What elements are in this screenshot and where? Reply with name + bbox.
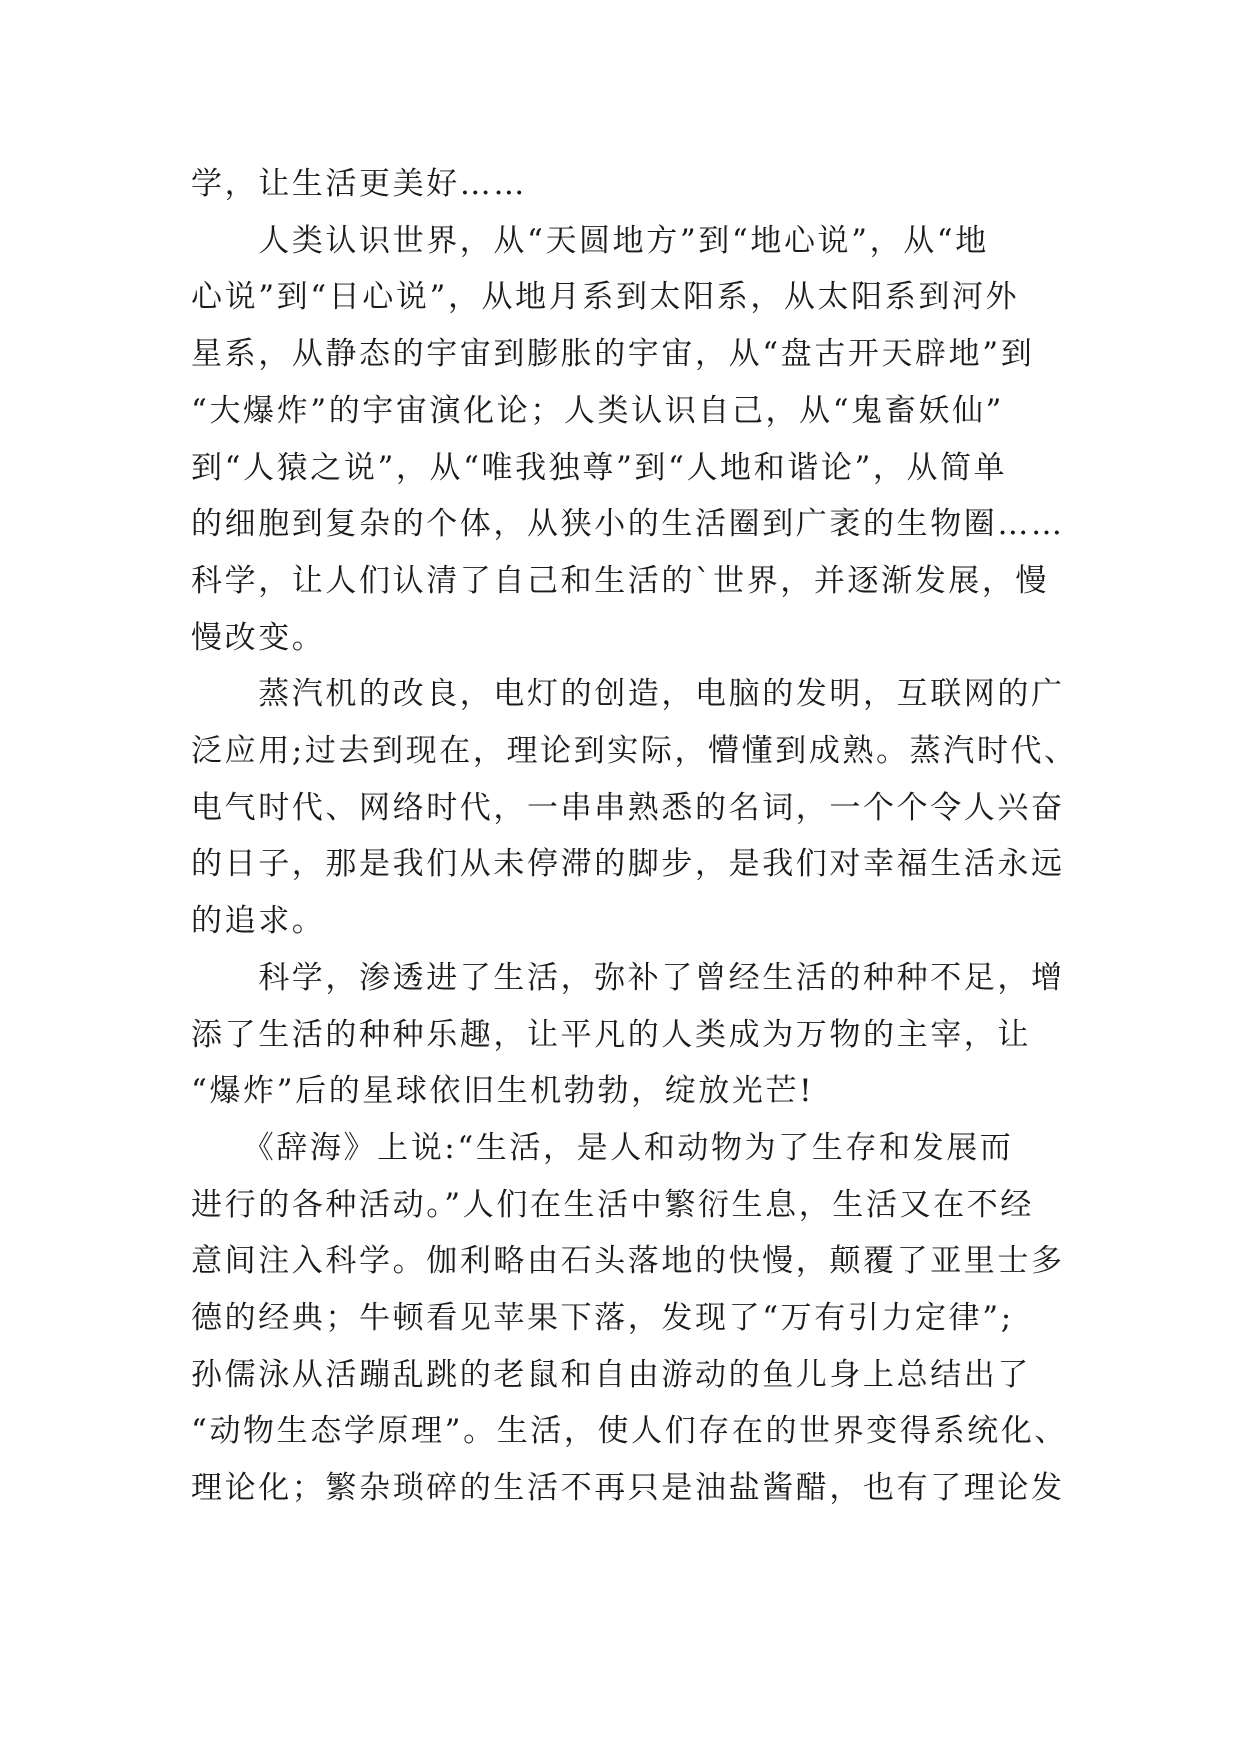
- text-line: “大爆炸”的宇宙演化论；人类认识自己，从“鬼畜妖仙”: [191, 392, 1004, 429]
- text-line: 的追求。: [191, 903, 326, 940]
- text-line: 人类认识世界，从“天圆地方”到“地心说”，从“地: [191, 222, 989, 259]
- text-line: 科学，让人们认清了自己和生活的`世界，并逐渐发展，慢: [191, 562, 1050, 599]
- text-line: 泛应用;过去到现在，理论到实际，懵懂到成熟。蒸汽时代、: [191, 733, 1078, 769]
- text-line: “爆炸”后的星球依旧生机勃勃，绽放光芒!: [191, 1073, 815, 1110]
- text-line: 理论化；繁杂琐碎的生活不再只是油盐酱醋，也有了理论发: [191, 1470, 1065, 1507]
- text-line: 学，让生活更美好……: [191, 166, 527, 202]
- text-line: 意间注入科学。伽利略由石头落地的快慢，颠覆了亚里士多: [191, 1243, 1065, 1280]
- text-line: 孙儒泳从活蹦乱跳的老鼠和自由游动的鱼儿身上总结出了: [191, 1356, 1031, 1393]
- text-line: 星系，从静态的宇宙到膨胀的宇宙，从“盘古开天辟地”到: [191, 336, 1035, 373]
- text-line: “动物生态学原理”。生活，使人们存在的世界变得系统化、: [191, 1413, 1068, 1450]
- text-line: 到“人猿之说”，从“唯我独尊”到“人地和谐论”，从简单: [191, 449, 1008, 486]
- text-line: 的日子，那是我们从未停滞的脚步，是我们对幸福生活永远: [191, 846, 1065, 883]
- text-line: 的细胞到复杂的个体，从狭小的生活圈到广袤的生物圈……: [191, 506, 1065, 543]
- text-line: 科学，渗透进了生活，弥补了曾经生活的种种不足，增: [191, 959, 1065, 996]
- text-line: 心说”到“日心说”，从地月系到太阳系，从太阳系到河外: [191, 279, 1020, 316]
- text-line: 进行的各种活动。”人们在生活中繁衍生息，生活又在不经: [191, 1186, 1034, 1223]
- text-line: 德的经典；牛顿看见苹果下落，发现了“万有引力定律”;: [191, 1300, 1014, 1336]
- text-line: 电气时代、网络时代，一串串熟悉的名词，一个个令人兴奋: [191, 789, 1065, 826]
- text-line: 添了生活的种种乐趣，让平凡的人类成为万物的主宰，让: [191, 1016, 1031, 1053]
- text-line: 《辞海》上说:“生活，是人和动物为了生存和发展而: [191, 1129, 1014, 1166]
- text-line: 蒸汽机的改良，电灯的创造，电脑的发明，互联网的广: [191, 676, 1065, 713]
- text-line: 慢改变。: [191, 619, 326, 656]
